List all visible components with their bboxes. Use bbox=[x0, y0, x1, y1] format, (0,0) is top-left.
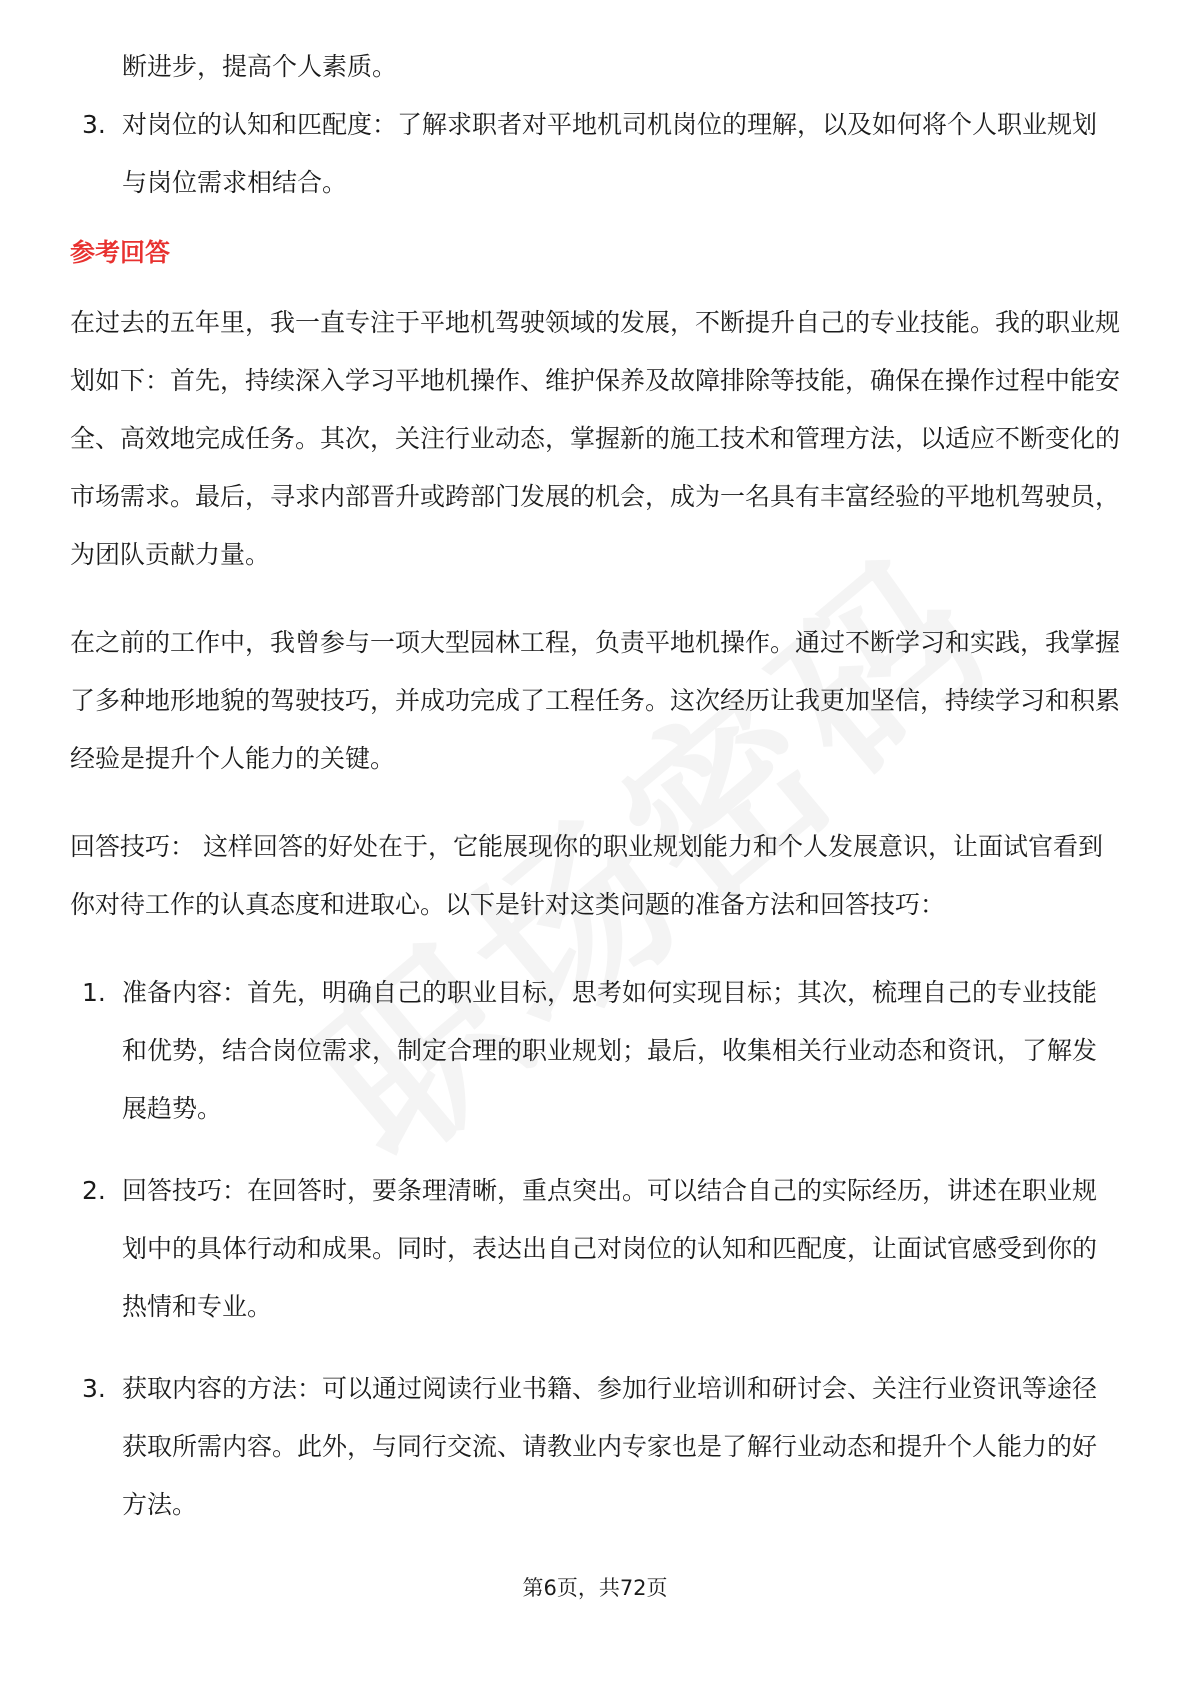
paragraph: 回答技巧： 这样回答的好处在于，它能展现你的职业规划能力和个人发展意识，让面试官看到你对待工作的认真态度和进取心。以下是针对这类问题的准备方法和回答技巧： bbox=[70, 832, 1103, 919]
list-number: 2. bbox=[82, 1176, 106, 1205]
list-item-continuation: 断进步，提高个人素质。 bbox=[122, 52, 398, 81]
list-number: 3. bbox=[82, 110, 106, 139]
list-number: 3. bbox=[82, 1374, 106, 1403]
paragraph: 在之前的工作中，我曾参与一项大型园林工程，负责平地机操作。通过不断学习和实践，我掌握了多种地形地貌的驾驶技巧，并成功完成了工程任务。这次经历让我更加坚信，持续学习和积累经验是提升个人能力的关键。 bbox=[70, 628, 1121, 773]
page-content bbox=[70, 38, 1120, 1558]
tips-list bbox=[70, 964, 1120, 1534]
list-text: 对岗位的认知和匹配度：了解求职者对平地机司机岗位的理解，以及如何将个人职业规划与岗位需求相结合。 bbox=[122, 110, 1098, 197]
list-item bbox=[70, 96, 1120, 212]
section-title: 参考回答 bbox=[70, 238, 171, 267]
list-item bbox=[70, 1360, 1120, 1534]
page-number: 第6页，共72页 bbox=[522, 1576, 668, 1600]
list-item bbox=[70, 964, 1120, 1138]
list-text: 准备内容：首先，明确自己的职业目标，思考如何实现目标；其次，梳理自己的专业技能和优势，结合岗位需求，制定合理的职业规划；最后，收集相关行业动态和资讯，了解发展趋势。 bbox=[122, 978, 1098, 1123]
list-text: 获取内容的方法：可以通过阅读行业书籍、参加行业培训和研讨会、关注行业资讯等途径获取所需内容。此外，与同行交流、请教业内专家也是了解行业动态和提升个人能力的好方法。 bbox=[122, 1374, 1098, 1519]
list-number: 1. bbox=[82, 978, 106, 1007]
list-item bbox=[70, 1162, 1120, 1336]
list-text: 回答技巧：在回答时，要条理清晰，重点突出。可以结合自己的实际经历，讲述在职业规划中的具体行动和成果。同时，表达出自己对岗位的认知和匹配度，让面试官感受到你的热情和专业。 bbox=[122, 1176, 1098, 1321]
paragraph: 在过去的五年里，我一直专注于平地机驾驶领域的发展，不断提升自己的专业技能。我的职业规划如下：首先，持续深入学习平地机操作、维护保养及故障排除等技能，确保在操作过程中能安全、高效地完成任务。其次，关注行业动态，掌握新的施工技术和管理方法，以适应不断变化的市场需求。最后，寻求内部晋升或跨部门发展的机会，成为一名具有丰富经验的平地机驾驶员，为团队贡献力量。 bbox=[70, 308, 1121, 569]
